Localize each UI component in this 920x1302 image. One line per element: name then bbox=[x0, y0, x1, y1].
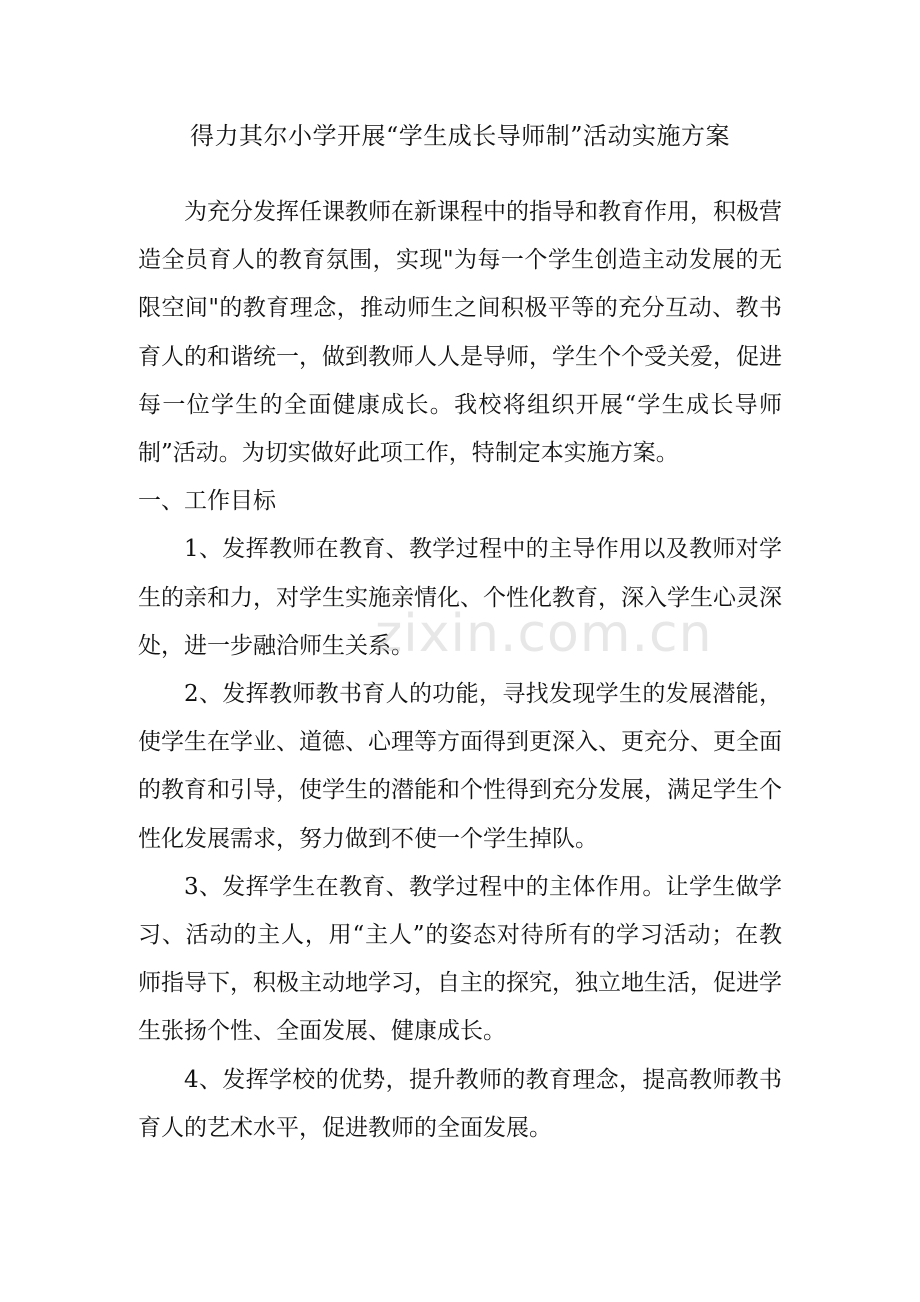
document-title: 得力其尔小学开展“学生成长导师制”活动实施方案 bbox=[189, 122, 731, 150]
document-body bbox=[138, 188, 782, 1152]
goal-paragraph-1: 1、发挥教师在教育、教学过程中的主导作用以及教师对学生的亲和力，对学生实施亲情化、个性化教育，深入学生心灵深处，进一步融洽师生关系。 bbox=[138, 536, 782, 659]
goal-paragraph-4: 4、发挥学校的优势，提升教师的教育理念，提高教师教书育人的艺术水平，促进教师的全面发展。 bbox=[138, 1066, 782, 1141]
goal-paragraph-2: 2、发挥教师教书育人的功能，寻找发现学生的发展潜能，使学生在学业、道德、心理等方面得到更深入、更充分、更全面的教育和引导，使学生的潜能和个性得到充分发展，满足学生个性化发展需求，努力做到不使一个学生掉队。 bbox=[138, 681, 782, 852]
intro-paragraph: 为充分发挥任课教师在新课程中的指导和教育作用，积极营造全员育人的教育氛围，实现"为每一个学生创造主动发展的无限空间"的教育理念，推动师生之间积极平等的充分互动、教书育人的和谐统一，做到教师人人是导师，学生个个受关爱，促进每一位学生的全面健康成长。我校将组织开展“学生成长导师制”活动。为切实做好此项工作，特制定本实施方案。 bbox=[138, 199, 782, 467]
section-heading-work-goals: 一、工作目标 bbox=[138, 488, 276, 515]
goal-paragraph-3: 3、发挥学生在教育、教学过程中的主体作用。让学生做学习、活动的主人，用“主人”的姿态对待所有的学习活动；在教师指导下，积极主动地学习，自主的探究，独立地生活，促进学生张扬个性、全面发展、健康成长。 bbox=[138, 873, 782, 1045]
watermark-text: zixin.com.cn bbox=[375, 604, 713, 664]
